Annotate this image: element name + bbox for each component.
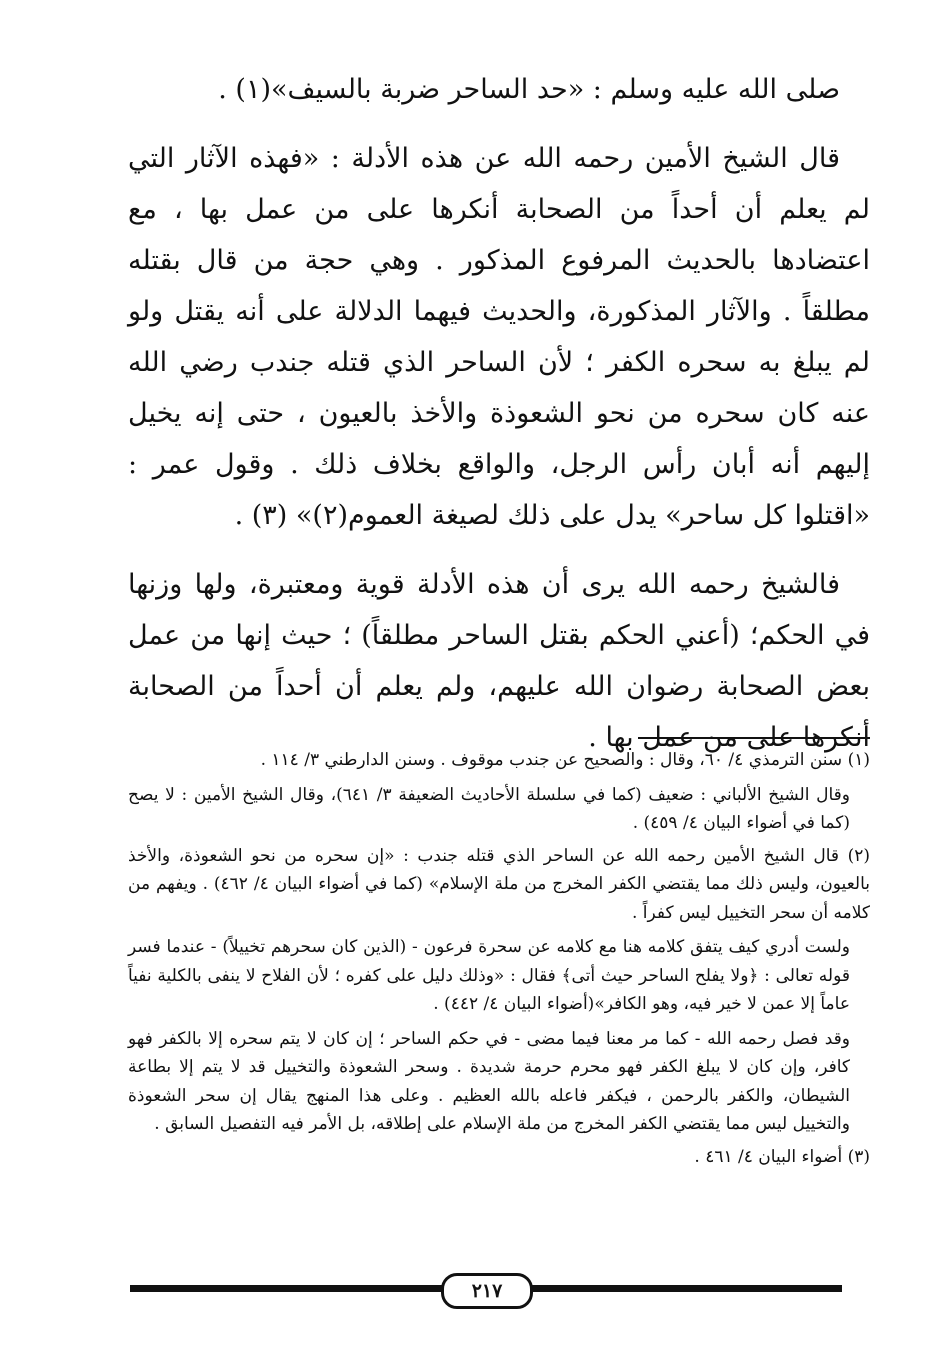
footnote-3: (٣) أضواء البيان ٤/ ٤٦١ .	[694, 1146, 870, 1167]
main-text	[128, 64, 870, 763]
footnote-2: (٢) قال الشيخ الأمين رحمه الله عن الساحر الذي قتله جندب : «إن سحره من نحو الشعوذة، والأخذ بالعيون، وليس ذلك مما يقتضي الكفر المخرج من ملة الإسلام» (كما في أضواء البيان ٤/ ٤٦٢) . ويفهم من كلامه أن سحر التخييل ليس كفراً .	[128, 845, 870, 923]
footnote-2-continuation-2: وقد فصل رحمه الله - كما مر معنا فيما مضى - في حكم الساحر ؛ إن كان لا يتم سحره إلا بالكفر فهو كافر، وإن كان لا يبلغ الكفر فهو محرم حرمة شديدة . وسحر الشعوذة والتخييل قد لا يتم إلا بطاعة الشيطان، والكفر بالرحمن ، فيكفر فاعله بالله العظيم . وعلى هذا المنهج يقال إن سحر الشعوذة والتخييل ليس مما يقتضي الكفر المخرج من ملة الإسلام على إطلاقه، بل الأمر فيه التفصيل السابق .	[128, 1028, 850, 1134]
paragraph-sheikh-quote: قال الشيخ الأمين رحمه الله عن هذه الأدلة : «فهذه الآثار التي لم يعلم أن أحداً من الصحابة أنكرها على من عمل بها ، مع اعتضادها بالحديث المرفوع المذكور . وهي حجة من قال بقتله مطلقاً . والآثار المذكورة، والحديث فيهما الدلالة على أنه يقتل ولو لم يبلغ به سحره الكفر ؛ لأن الساحر الذي قتله جندب رضي الله عنه كان سحره من نحو الشعوذة والأخذ بالعيون ، حتى إنه يخيل إليهم أنه أبان رأس الرجل، والواقع بخلاف ذلك . وقول عمر : «اقتلوا كل ساحر» يدل على ذلك لصيغة العموم(٢)» (٣) .	[128, 143, 870, 531]
footnote-2-continuation-1: ولست أدري كيف يتفق كلامه هنا مع كلامه عن سحرة فرعون - (الذين كان سحرهم تخييلاً) - عندما فسر قوله تعالى : ﴿ولا يفلح الساحر حيث أتى﴾ فقال : «وذلك دليل على كفره ؛ لأن الفلاح لا ينفى بالكلية نفياً عاماً إلا عمن لا خير فيه، وهو الكافر»(أضواء البيان ٤/ ٤٤٢) .	[128, 937, 850, 1014]
footnote-1: (١) سنن الترمذي ٤/ ٦٠، وقال : والصحيح عن جندب موقوف . وسنن الدارطني ٣/ ١١٤ .	[260, 750, 870, 770]
footnotes	[128, 742, 870, 1171]
paragraph-conclusion: فالشيخ رحمه الله يرى أن هذه الأدلة قوية ومعتبرة، ولها وزنها في الحكم؛ (أعني الحكم بقتل الساحر مطلقاً) ؛ حيث إنها من عمل بعض الصحابة رضوان الله عليهم، ولم يعلم أن أحداً من الصحابة أنكرها على من عمل بها .	[128, 569, 870, 753]
paragraph-hadith-end: صلى الله عليه وسلم : «حد الساحر ضربة بالسيف»(١) .	[218, 74, 840, 105]
footnote-1-continuation: وقال الشيخ الألباني : ضعيف (كما في سلسلة الأحاديث الضعيفة ٣/ ٦٤١)، وقال الشيخ الأمين : لا يصح (كما في أضواء البيان ٤/ ٤٥٩) .	[128, 784, 851, 833]
footnote-separator	[638, 737, 870, 739]
page-number: ٢١٧	[441, 1273, 533, 1309]
